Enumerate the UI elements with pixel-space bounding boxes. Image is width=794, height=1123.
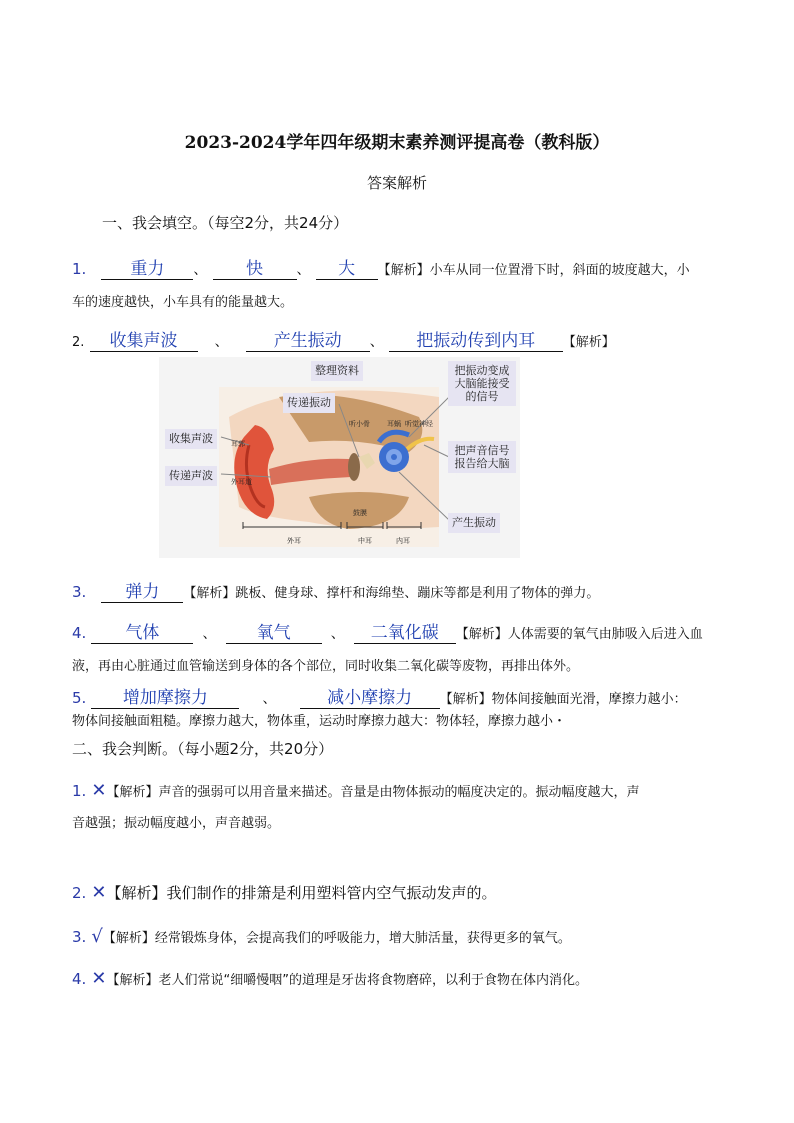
label-cochlea: 耳蜗: [387, 420, 401, 428]
q2-sep-1: 、: [214, 334, 229, 350]
box-report-brain: [448, 441, 516, 473]
q1-blank-3: 大: [316, 254, 378, 280]
judge-2-number: 2.: [72, 884, 87, 902]
q5-blank-2: 减小摩擦力: [300, 683, 440, 709]
q3-blank: 弹力: [101, 577, 183, 603]
judge-2-analysis: 【解析】我们制作的排箫是利用塑料管内空气振动发声的。: [106, 884, 497, 902]
box-produce-vibration: 产生振动: [448, 513, 500, 533]
q5-blank-1: 增加摩擦力: [91, 683, 239, 709]
box-transmit-vibration: 传递振动: [283, 393, 335, 413]
section1-heading: 一、我会填空。（每空2分，共24分）: [102, 214, 349, 232]
cross-icon: ✕: [91, 882, 107, 903]
q2-blank-2: 产生振动: [246, 326, 370, 352]
box-report-brain-line1: 把声音信号: [454, 444, 510, 457]
judge-1-analysis: 【解析】声音的强弱可以用音量来描述。音量是由物体振动的幅度决定的。振动幅度越大，声: [106, 785, 640, 800]
judge-4-analysis: 【解析】老人们常说“细嚼慢咽”的道理是牙齿将食物磨碎，以利于食物在体内消化。: [106, 973, 588, 988]
q2-blank-3: 把振动传到内耳: [389, 326, 563, 352]
q4-sep-1: 、: [202, 626, 217, 642]
box-organize-info: 整理资料: [311, 361, 363, 381]
label-inner-ear: 内耳: [396, 537, 410, 545]
q4-number: 4.: [72, 624, 87, 642]
label-ear-canal: 外耳道: [231, 478, 252, 486]
q1-blank-1: 重力: [101, 254, 193, 280]
box-convert-signal-line1: 把振动变成: [454, 364, 510, 377]
q1-sep-2: 、: [296, 262, 311, 278]
judge-3-number: 3.: [72, 928, 87, 946]
q2-blank-1: 收集声波: [90, 326, 198, 352]
q5-line1: [72, 683, 687, 709]
q1-line1: [72, 254, 690, 280]
cross-icon: ✕: [91, 780, 107, 801]
cross-icon: ✕: [91, 968, 107, 989]
box-convert-signal: [448, 361, 516, 406]
box-convert-signal-line3: 的信号: [465, 390, 499, 403]
q4-line1: [72, 618, 703, 644]
q4-analysis: 【解析】人体需要的氧气由肺吸入后进入血: [455, 627, 703, 642]
box-transmit-sound: 传递声波: [165, 466, 217, 486]
check-icon: √: [91, 926, 103, 947]
q3-line: [72, 577, 599, 603]
q2-line: [72, 326, 615, 352]
box-report-brain-line2: 报告给大脑: [454, 457, 510, 470]
label-outer-ear: 外耳: [287, 537, 301, 545]
ear-diagram: [159, 357, 520, 558]
judge-item-4: [72, 968, 588, 989]
judge-1-number: 1.: [72, 782, 87, 800]
page-title: 2023-2024学年四年级期末素养测评提高卷（教科版）: [184, 133, 610, 153]
q2-number: 2.: [72, 335, 85, 350]
q4-sep-2: 、: [330, 626, 345, 642]
judge-item-1: [72, 780, 640, 801]
q1-blank-2: 快: [213, 254, 297, 280]
q5-analysis: 【解析】物体间接触面光滑，摩擦力越小：: [439, 692, 687, 707]
q5-analysis-cont: 物体间接触面粗糙。摩擦力越大，物体重，运动时摩擦力越大：物体轻，摩擦力越小・: [72, 714, 567, 729]
label-middle-ear: 中耳: [358, 537, 372, 545]
q2-sep-2: 、: [369, 334, 384, 350]
q4-blank-2: 氧气: [226, 618, 322, 644]
section2-heading: 二、我会判断。（每小题2分，共20分）: [72, 740, 334, 758]
judge-4-number: 4.: [72, 970, 87, 988]
q1-number: 1.: [72, 260, 87, 278]
label-ossicles: 听小骨: [349, 420, 370, 428]
judge-item-3: [72, 926, 571, 947]
q2-analysis: 【解析】: [562, 335, 615, 350]
q3-number: 3.: [72, 583, 87, 601]
judge-1-analysis-cont: 音越强；振动幅度越小，声音越弱。: [72, 816, 281, 831]
judge-item-2: [72, 882, 497, 903]
q4-blank-1: 气体: [91, 618, 193, 644]
page-subtitle: 答案解析: [366, 174, 427, 192]
q1-sep-1: 、: [193, 262, 208, 278]
q4-blank-3: 二氧化碳: [354, 618, 456, 644]
q5-sep-1: 、: [262, 691, 277, 707]
q1-analysis-cont: 车的速度越快，小车具有的能量越大。: [72, 295, 294, 310]
label-eardrum: 鼓膜: [353, 509, 367, 517]
q4-analysis-cont: 液，再由心脏通过血管输送到身体的各个部位，同时收集二氧化碳等废物，再排出体外。: [72, 659, 580, 674]
q5-number: 5.: [72, 689, 87, 707]
box-collect-sound: 收集声波: [165, 429, 217, 449]
q1-analysis: 【解析】小车从同一位置滑下时，斜面的坡度越大，小: [377, 263, 690, 278]
label-auditory-nerve: 听觉神经: [405, 420, 433, 428]
judge-3-analysis: 【解析】经常锻炼身体，会提高我们的呼吸能力，增大肺活量，获得更多的氧气。: [102, 931, 571, 946]
q3-analysis: 【解析】跳板、健身球、撑杆和海绵垫、蹦床等都是利用了物体的弹力。: [183, 586, 600, 601]
label-auricle: 耳郭: [231, 440, 245, 448]
box-convert-signal-line2: 大脑能接受: [454, 377, 510, 390]
